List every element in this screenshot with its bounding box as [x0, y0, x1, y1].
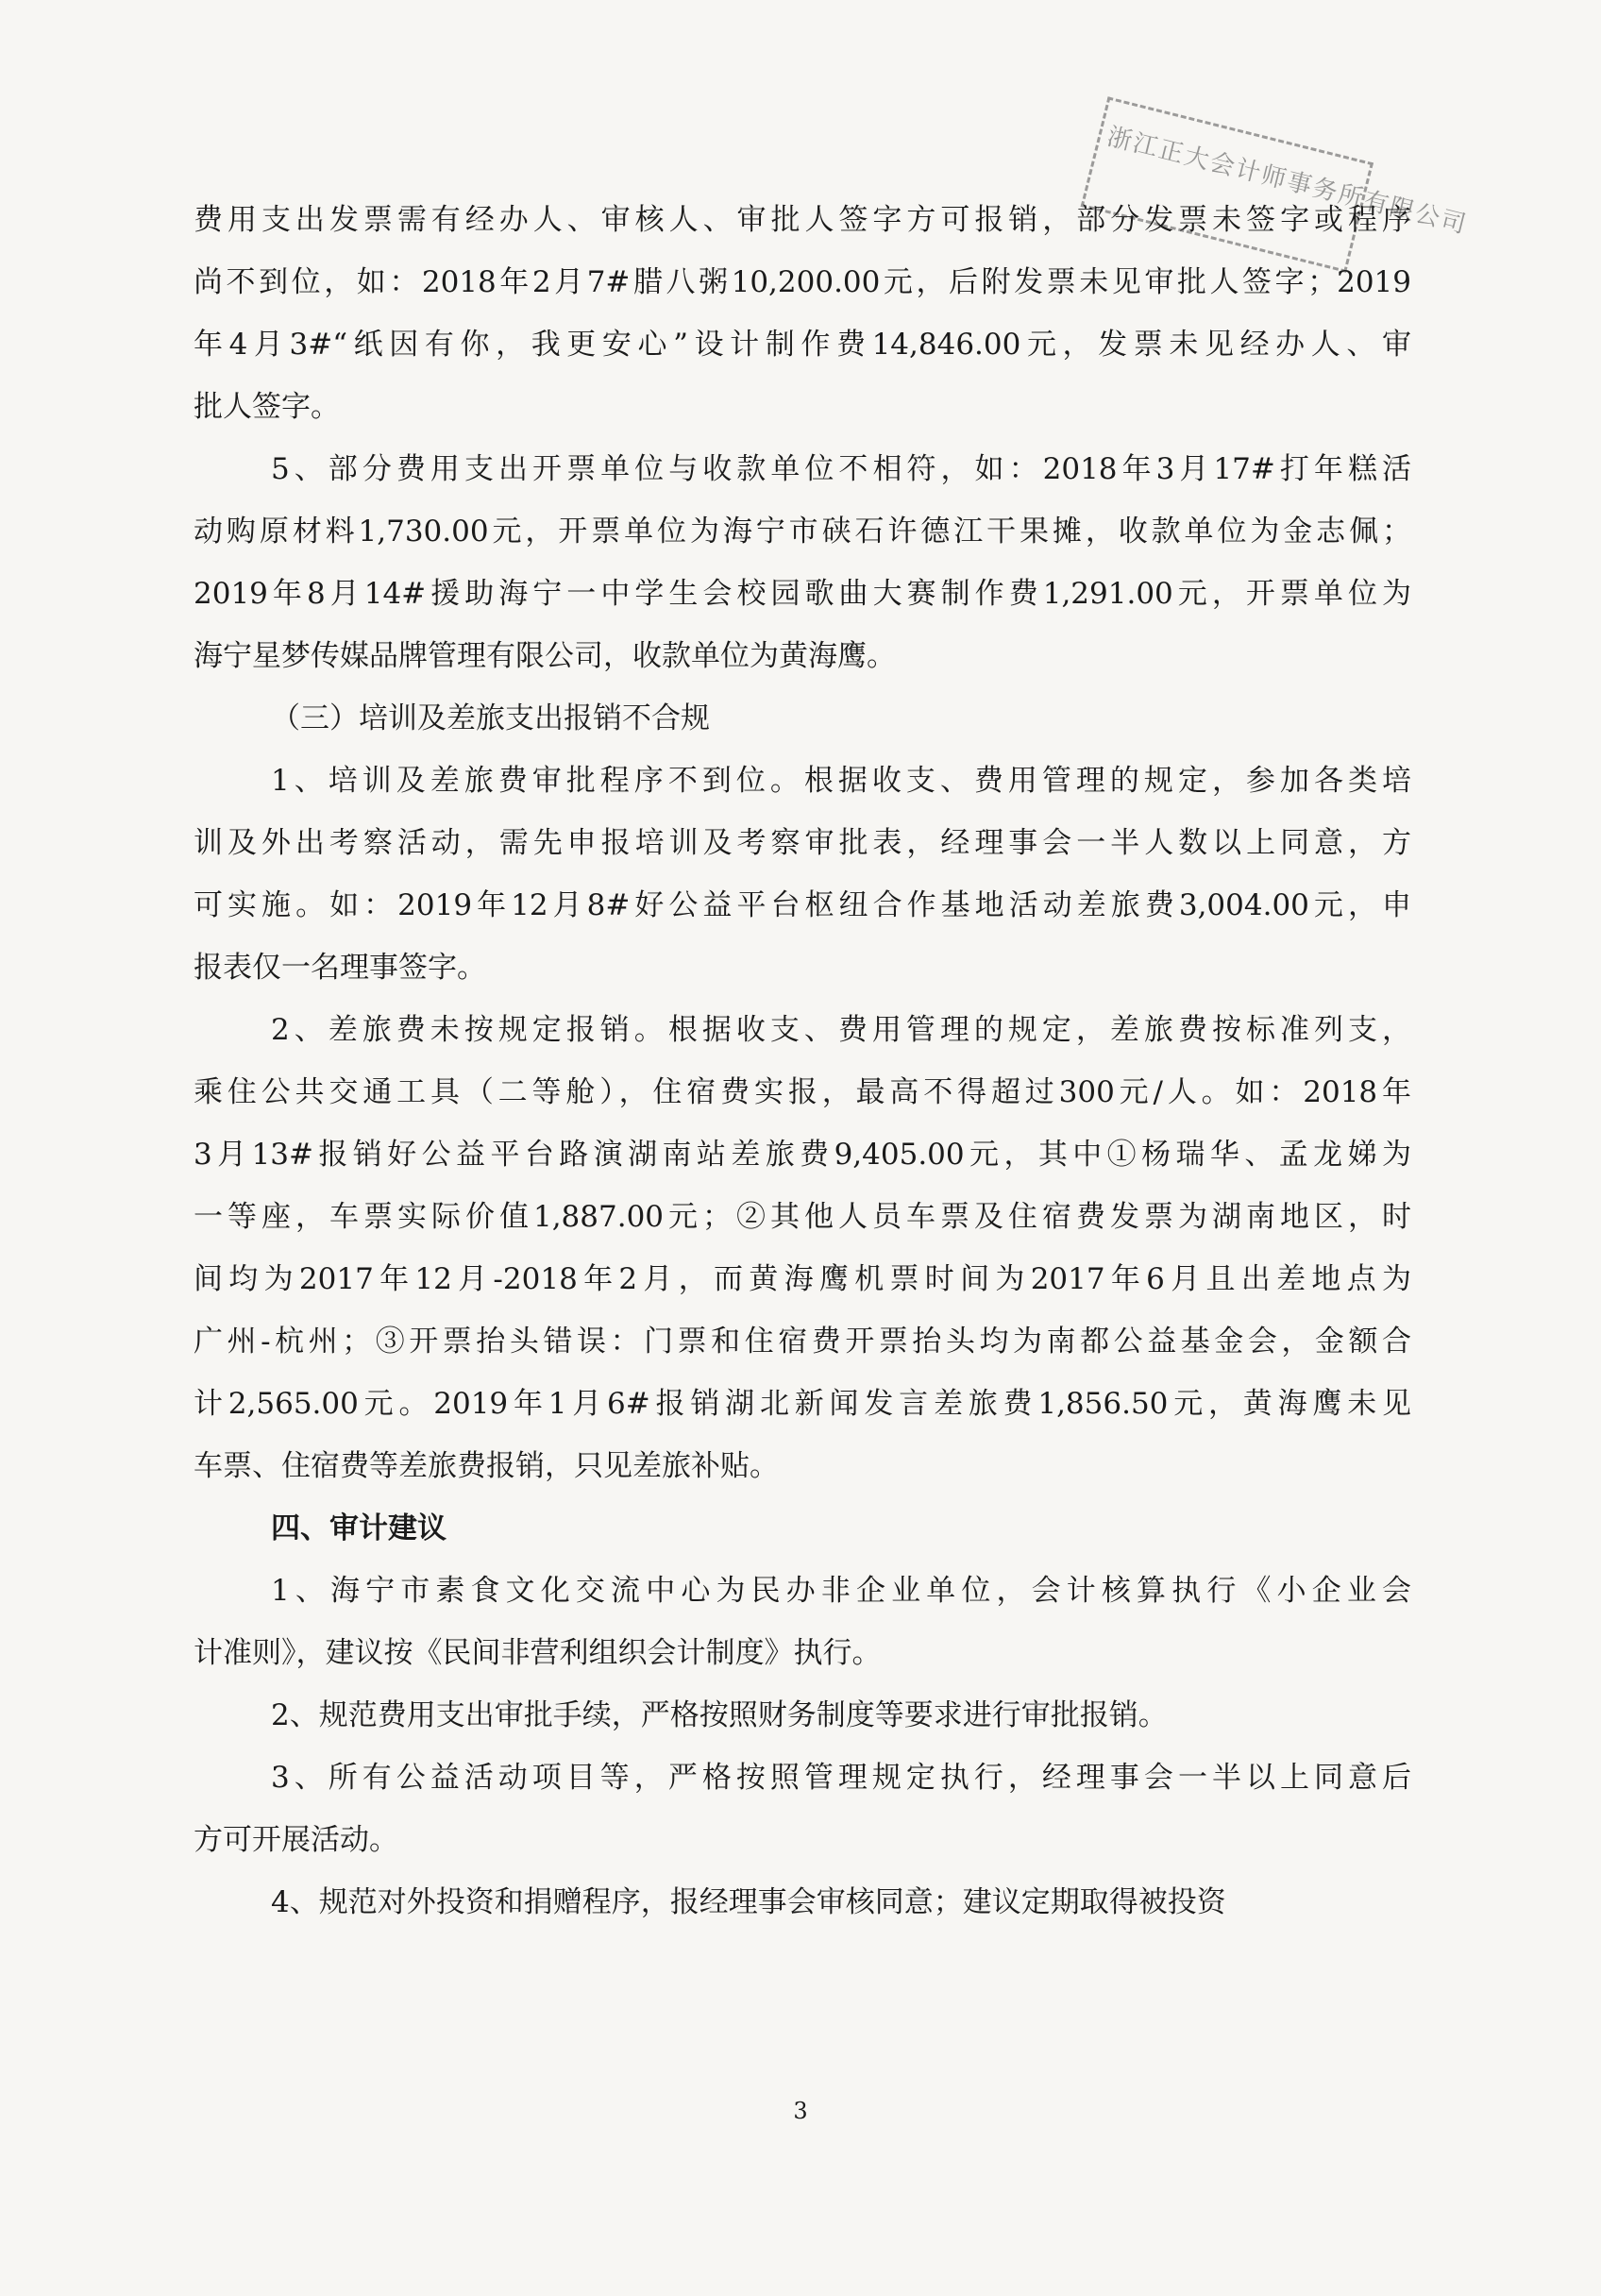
text-line: 一等座，车票实际价值1,887.00元；②其他人员车票及住宿费发票为湖南地区，时	[194, 1200, 1411, 1234]
text-line: 方可开展活动。	[194, 1823, 398, 1857]
text-line: 3月13#报销好公益平台路演湖南站差旅费9,405.00元，其中①杨瑞华、孟龙娣为	[194, 1138, 1411, 1172]
text-line: 可实施。如：2019年12月8#好公益平台枢纽合作基地活动差旅费3,004.00元，申	[194, 888, 1411, 922]
text-line: 3、所有公益活动项目等，严格按照管理规定执行，经理事会一半以上同意后	[271, 1761, 1411, 1795]
text-line: 费用支出发票需有经办人、审核人、审批人签字方可报销，部分发票未签字或程序	[194, 203, 1411, 237]
text-line: 报表仅一名理事签字。	[194, 951, 486, 985]
text-line: 广州-杭州；③开票抬头错误：门票和住宿费开票抬头均为南都公益基金会，金额合	[194, 1325, 1411, 1359]
text-line: 训及外出考察活动，需先申报培训及考察审批表，经理事会一半人数以上同意，方	[194, 826, 1411, 860]
body-text	[194, 189, 1411, 1933]
text-line: 海宁星梦传媒品牌管理有限公司，收款单位为黄海鹰。	[194, 639, 896, 673]
text-line: 2、规范费用支出审批手续，严格按照财务制度等要求进行审批报销。	[271, 1698, 1168, 1732]
text-line: 间均为2017年12月-2018年2月，而黄海鹰机票时间为2017年6月且出差地点为	[194, 1262, 1411, 1296]
text-line: 车票、住宿费等差旅费报销，只见差旅补贴。	[194, 1449, 779, 1483]
text-line: 5、部分费用支出开票单位与收款单位不相符，如：2018年3月17#打年糕活	[271, 452, 1411, 486]
text-line: 4、规范对外投资和捐赠程序，报经理事会审核同意；建议定期取得被投资	[271, 1885, 1226, 1919]
text-line: 计2,565.00元。2019年1月6#报销湖北新闻发言差旅费1,856.50元，黄海鹰未见	[194, 1387, 1411, 1421]
page-number: 3	[793, 2098, 808, 2124]
text-line: 计准则》，建议按《民间非营利组织会计制度》执行。	[194, 1636, 882, 1670]
text-line: （三）培训及差旅支出报销不合规	[271, 701, 710, 735]
text-line: 1、培训及差旅费审批程序不到位。根据收支、费用管理的规定，参加各类培	[271, 764, 1411, 798]
text-line: 1、海宁市素食文化交流中心为民办非企业单位，会计核算执行《小企业会	[271, 1574, 1411, 1608]
text-line: 动购原材料1,730.00元，开票单位为海宁市硖石许德江干果摊，收款单位为金志佩；	[194, 515, 1411, 549]
text-line: 批人签字。	[194, 390, 340, 424]
text-line: 乘住公共交通工具（二等舱），住宿费实报，最高不得超过300元/人。如：2018年	[194, 1075, 1411, 1109]
text-line: 2019年8月14#援助海宁一中学生会校园歌曲大赛制作费1,291.00元，开票单位为	[194, 577, 1411, 611]
stamp-text: 浙江正大会计师事务所有限公司	[1104, 122, 1471, 240]
text-line: 年4月3#“纸因有你，我更安心”设计制作费14,846.00元，发票未见经办人、审	[194, 328, 1411, 362]
text-line: 四、审计建议	[271, 1511, 447, 1545]
text-line: 尚不到位，如：2018年2月7#腊八粥10,200.00元，后附发票未见审批人签字；2019	[194, 265, 1411, 299]
text-line: 2、差旅费未按规定报销。根据收支、费用管理的规定，差旅费按标准列支，	[271, 1013, 1411, 1047]
